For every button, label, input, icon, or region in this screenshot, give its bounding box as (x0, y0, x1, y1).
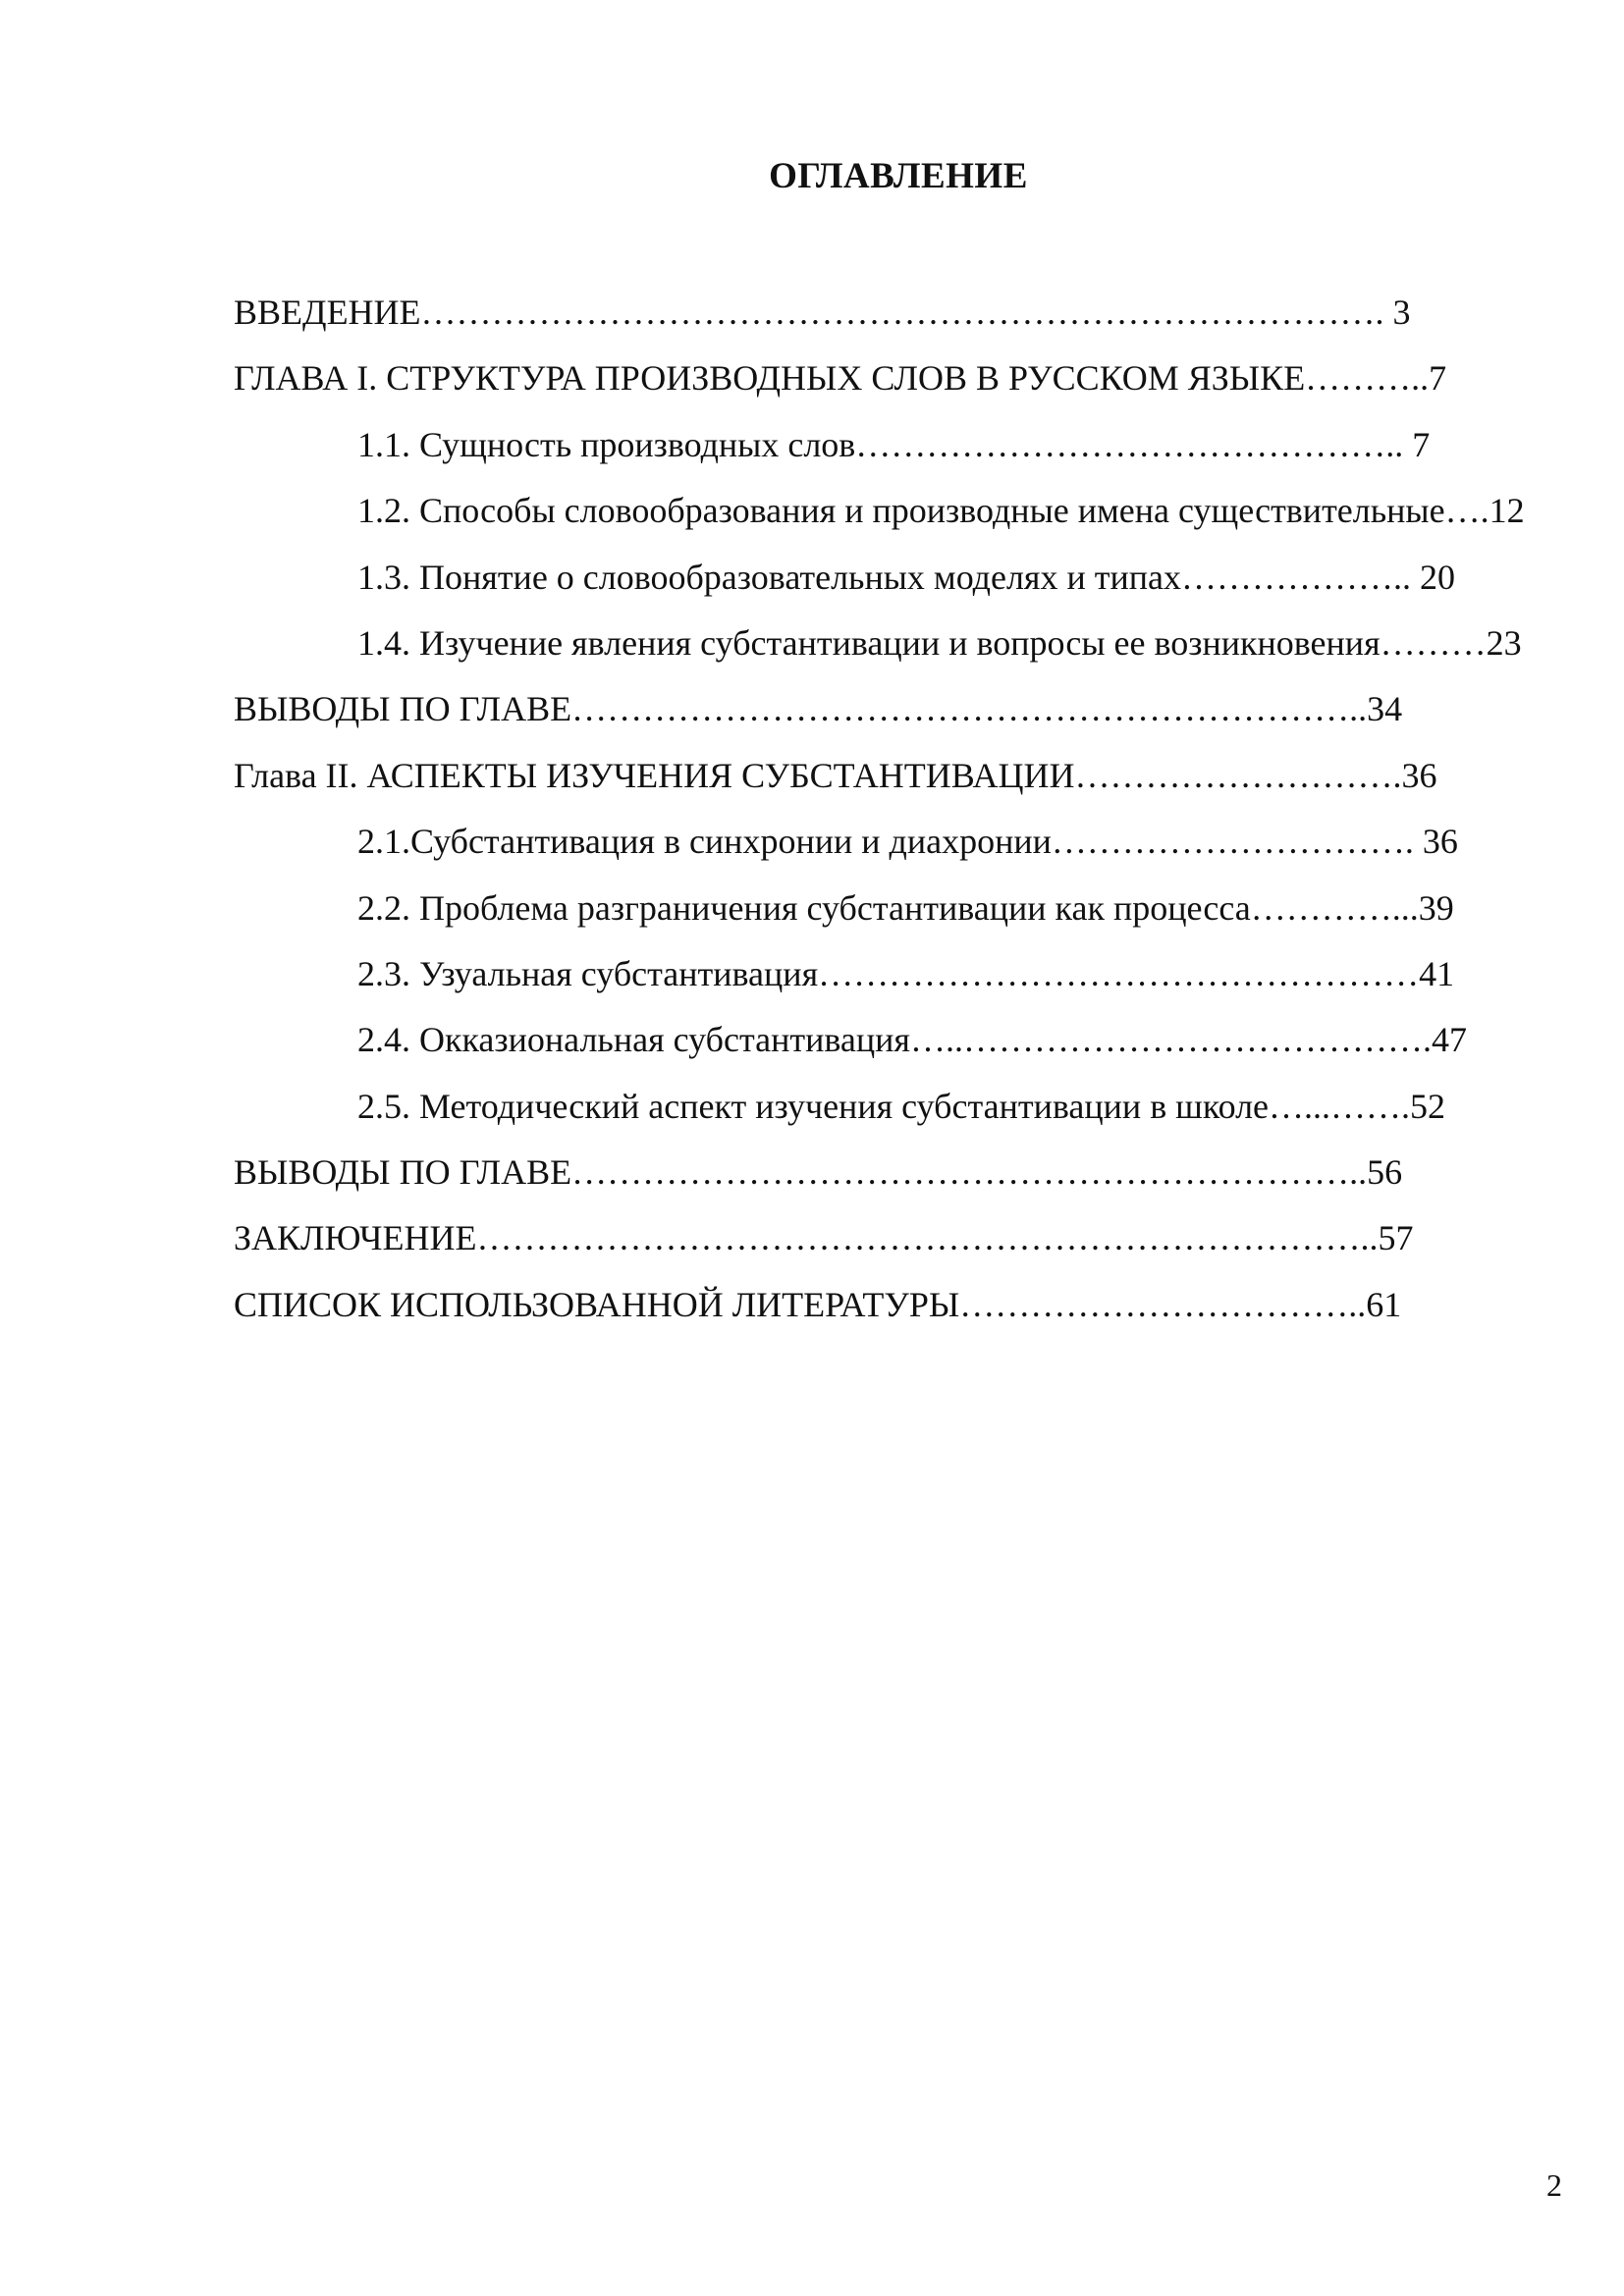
toc-section-entry: 1.1. Сущность производных слов……………………………………….. 7 (357, 424, 1431, 464)
toc-chapter-entry: ВЫВОДЫ ПО ГЛАВЕ…………………………………………………………..56 (234, 1152, 1403, 1193)
toc-section-entry: 1.4. Изучение явления субстантивации и вопросы ее возникновения………23 (357, 622, 1522, 663)
page-number: 2 (1546, 2167, 1562, 2203)
toc-chapter-entry: ЗАКЛЮЧЕНИЕ…………………………………………………………………..57 (234, 1218, 1414, 1258)
toc-section-entry: 2.2. Проблема разграничения субстантивации как процесса…………...39 (357, 887, 1454, 928)
toc-chapter-entry: ВВЕДЕНИЕ………………………………………………………………………. 3 (234, 293, 1411, 332)
toc-section-entry: 1.2. Способы словообразования и производные имена существительные….12 (357, 491, 1525, 531)
toc-chapter-entry: Глава II. АСПЕКТЫ ИЗУЧЕНИЯ СУБСТАНТИВАЦИИ……………………….36 (234, 755, 1437, 795)
toc-chapter-entry: ГЛАВА I. СТРУКТУРА ПРОИЗВОДНЫХ СЛОВ В РУССКОМ ЯЗЫКЕ………..7 (234, 358, 1447, 399)
toc-section-entry: 2.3. Узуальная субстантивация……………………………………………41 (357, 953, 1455, 993)
toc-section-entry: 2.1.Субстантивация в синхронии и диахронии…………………………. 36 (357, 822, 1458, 862)
toc-section-entry: 2.5. Методический аспект изучения субстантивации в школе…...…….52 (357, 1086, 1446, 1126)
toc-chapter-entry: ВЫВОДЫ ПО ГЛАВЕ…………………………………………………………..34 (234, 689, 1403, 729)
page-title: ОГЛАВЛЕНИЕ (769, 156, 1028, 196)
toc-chapter-entry: СПИСОК ИСПОЛЬЗОВАННОЙ ЛИТЕРАТУРЫ……………………………..61 (234, 1284, 1402, 1324)
table-of-contents (234, 280, 1554, 1338)
toc-section-entry: 1.3. Понятие о словообразовательных моделях и типах……………….. 20 (357, 557, 1455, 597)
toc-section-entry: 2.4. Окказиональная субстантивация…..………………………………….47 (357, 1020, 1467, 1060)
